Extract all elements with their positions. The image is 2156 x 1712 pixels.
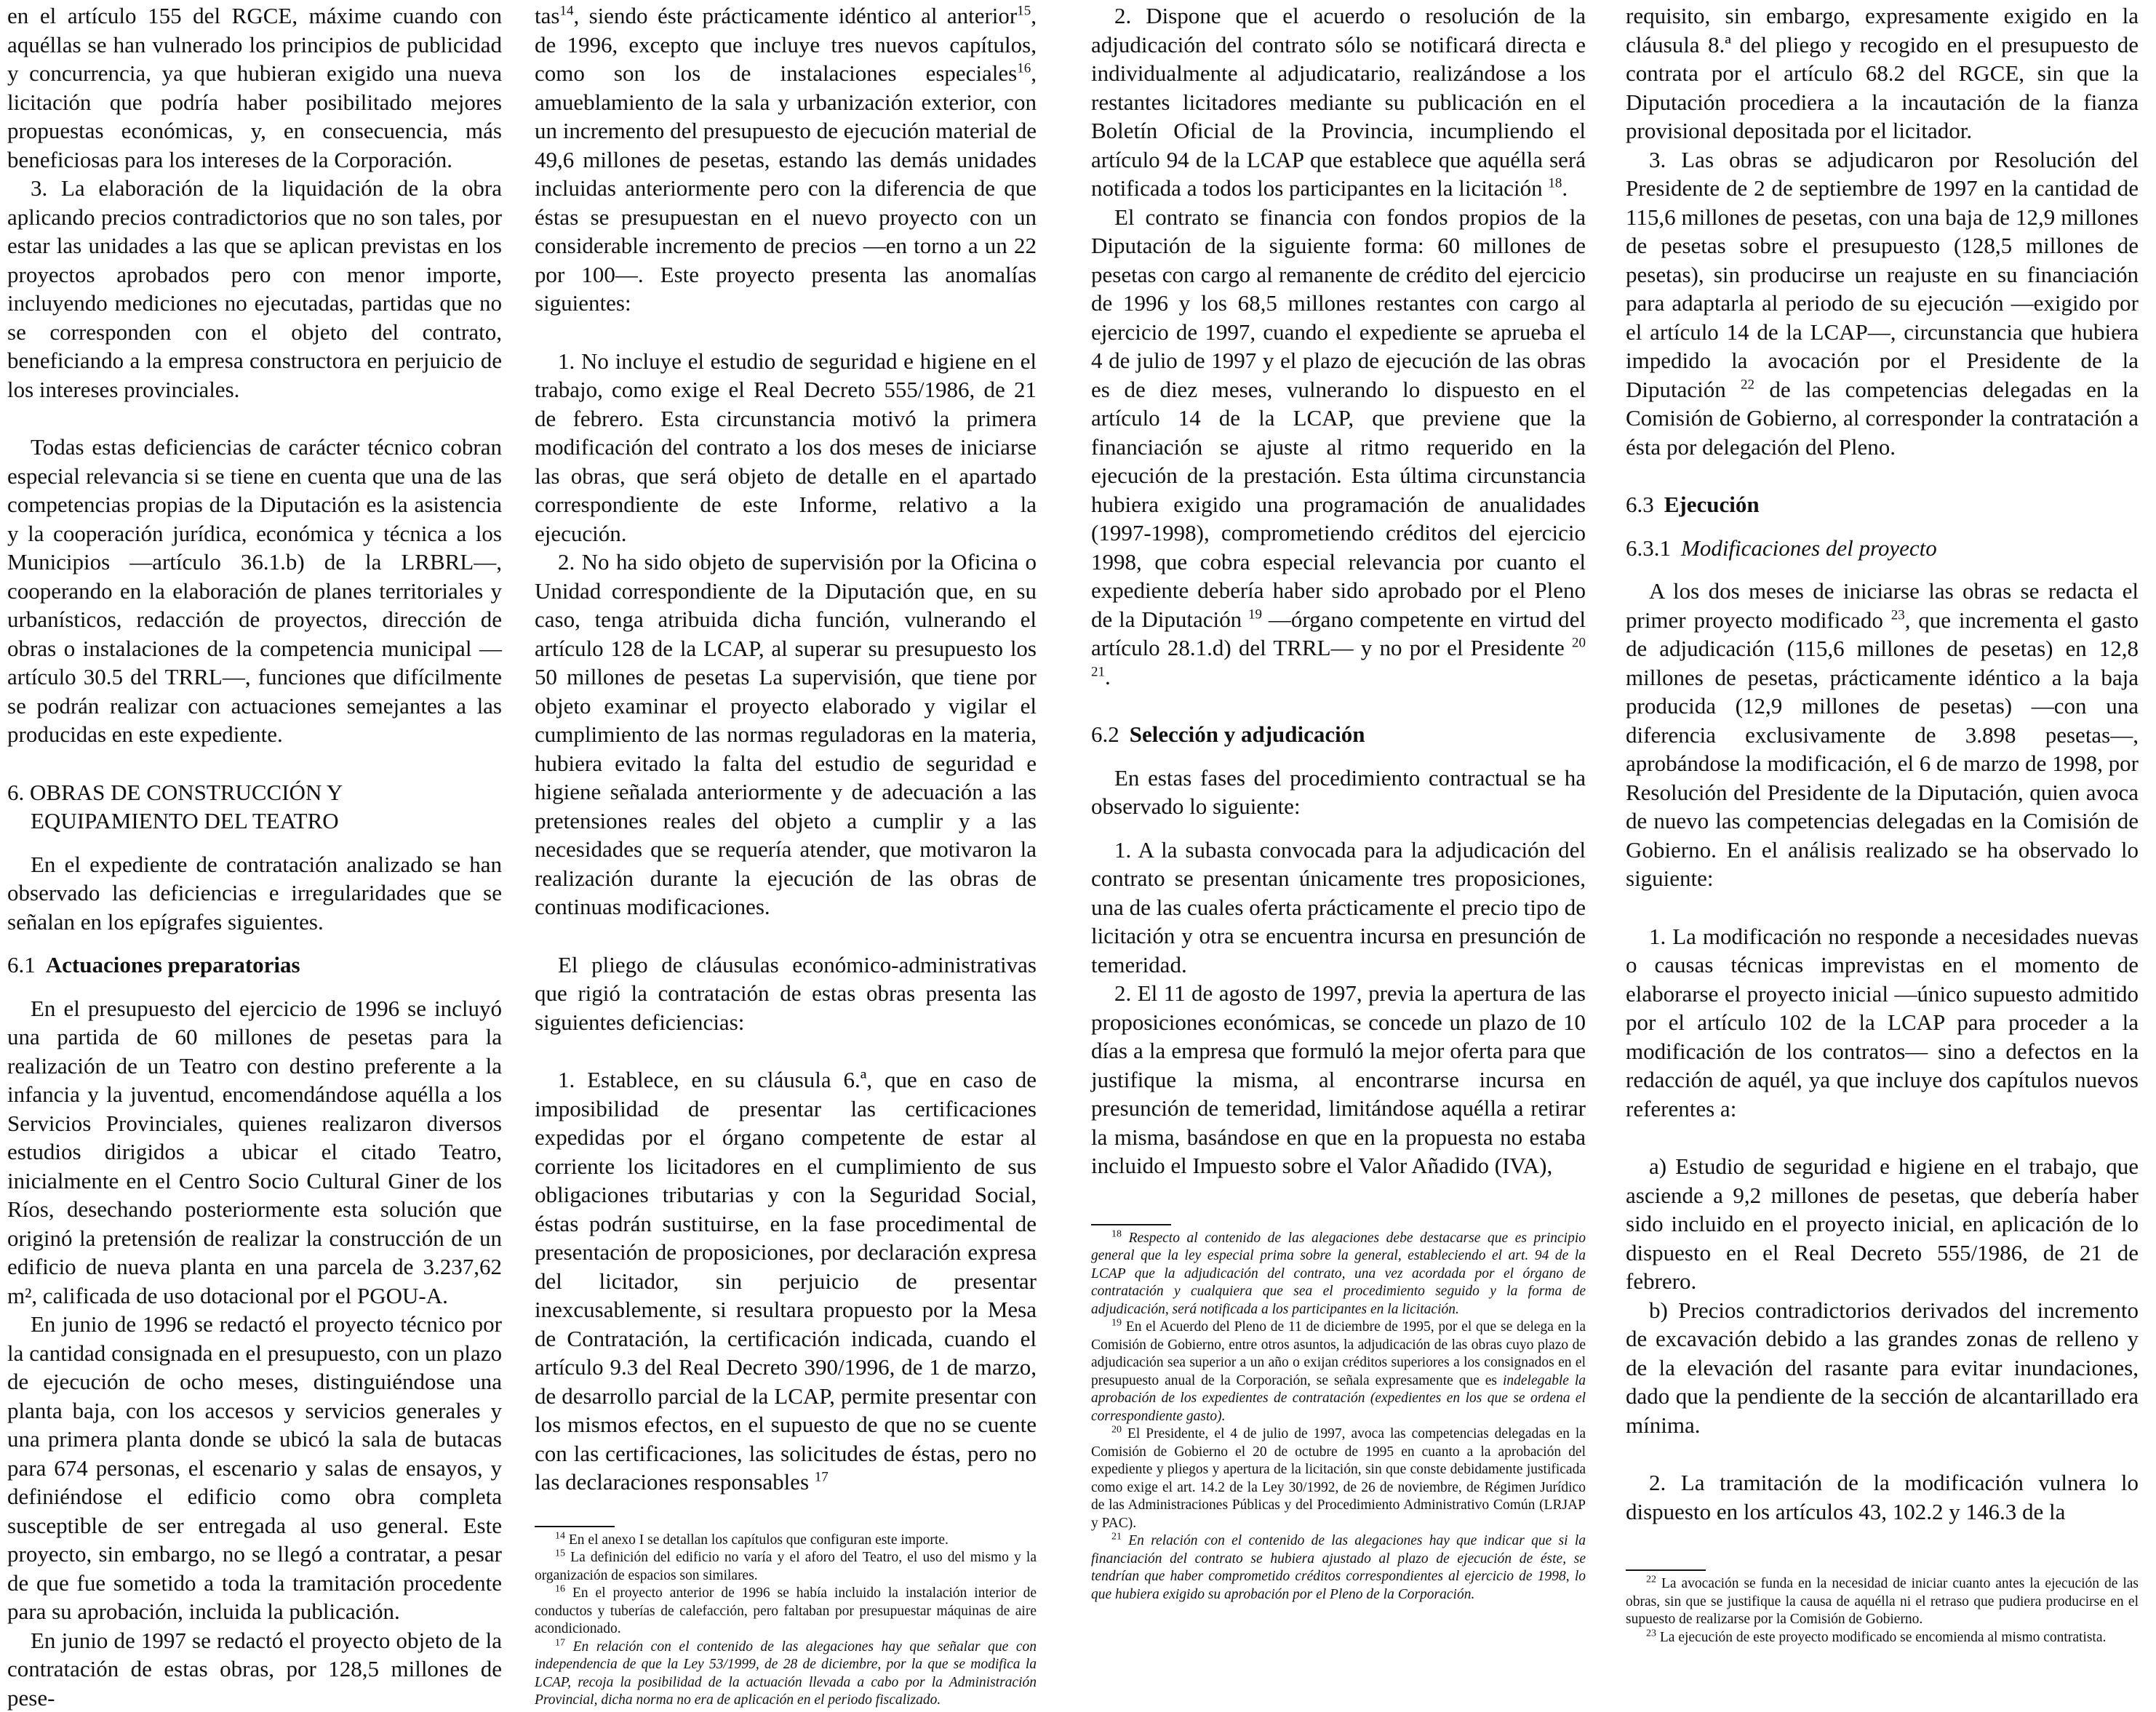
footnote-number: 16 bbox=[555, 1584, 565, 1595]
text-run: , siendo éste prácticamente idéntico al anterior bbox=[573, 3, 1017, 28]
footnote-rule bbox=[1091, 1224, 1171, 1225]
footnote-number: 23 bbox=[1646, 1628, 1656, 1639]
footnote-ref: 22 bbox=[1741, 377, 1754, 392]
paragraph: 1. La modificación no responde a necesidades nuevas o causas técnicas imprevistas en el momento de elaborarse el proyecto inicial —único supuesto admitido por el artículo 102 de la LCAP para proceder a la modificación de los contratos— sino a defectos en la redacción de aquél, ya que incluye dos capítulos nuevos referentes a: bbox=[1626, 922, 2139, 1124]
paragraph: En estas fases del procedimiento contractual se ha observado lo siguiente: bbox=[1091, 764, 1586, 821]
text-run: El contrato se financia con fondos propios de la Diputación de la siguiente forma: 60 millones de pesetas con cargo al remanente de crédito del ejercicio de 1996 y los 68,5 millones restantes con cargo al ejercicio de 1997, cuando el expediente se aprueba el 4 de julio de 1997 y el plazo de ejecución de las obras es de diez meses, vulnerando lo dispuesto en el artículo 14 de la LCAP, que previene que la financiación se ajuste al ritmo requerido en la ejecución de la prestación. Esta última circunstancia hubiera exigido una programación de anualidades (1997-1998), comprometiendo créditos del ejercicio 1998, que cobra especial relevancia por cuanto el expediente debería haber sido aprobado por el Pleno de la Diputación bbox=[1091, 204, 1586, 632]
paragraph: 1. A la subasta convocada para la adjudicación del contrato se presentan únicamente tres proposiciones, una de las cuales oferta prácticamente el precio tipo de licitación y otra se encuentra incursa en presunción de temeridad. bbox=[1091, 836, 1586, 980]
paragraph: En junio de 1996 se redactó el proyecto técnico por la cantidad consignada en el presupuesto, con un plazo de ejecución de ocho meses, distinguiéndose una planta baja, con los accesos y servicios generales y una primera planta donde se ubicó la sala de butacas para 674 personas, el escenario y salas de ensayos, y definiéndose el edificio como obra completa susceptible de ser entregada al uso general. Este proyecto, sin embargo, no se llegó a contratar, a pesar de que fue sometido a toda la tramitación procedente para su aprobación, incluida la publicación. bbox=[7, 1310, 502, 1626]
footnote-21 bbox=[1091, 1532, 1586, 1604]
right-page bbox=[1091, 0, 2156, 1680]
subsection-number: 6.3.1 bbox=[1626, 535, 1671, 561]
footnote-number: 17 bbox=[555, 1637, 565, 1648]
footnote-22 bbox=[1626, 1575, 2139, 1629]
text-run: , amueblamiento de la sala y urbanización exterior, con un incremento del presupuesto de ejecución material de 49,6 millones de pesetas, estando las demás unidades incluidas anteriormente pero con la diferencia de que éstas se presupuestan en el nuevo proyecto con un considerable incremento de precios —en torno a un 22 por 100—. Este proyecto presenta las anomalías siguientes: bbox=[535, 60, 1037, 316]
footnote-rule bbox=[535, 1526, 615, 1527]
footnote-ref: 23 bbox=[1891, 607, 1905, 623]
paragraph bbox=[535, 1, 1037, 318]
paragraph: 2. La tramitación de la modificación vulnera lo dispuesto en los artículos 43, 102.2 y 146.3 de la bbox=[1626, 1468, 2139, 1526]
section-heading-6: 6. OBRAS DE CONSTRUCCIÓN Y EQUIPAMIENTO DEL TEATRO bbox=[7, 778, 502, 836]
paragraph: en el artículo 155 del RGCE, máxime cuando con aquéllas se han vulnerado los principios de publicidad y concurrencia, ya que hubieran exigido una nueva licitación que podría haber posibilitado mejores propuestas económicas, y, en consecuencia, más beneficiosas para los intereses de la Corporación. bbox=[7, 1, 502, 174]
text-run: 3. Las obras se adjudicaron por Resolución del Presidente de 2 de septiembre de 1997 en la cantidad de 115,6 millones de pesetas, con una baja de 12,9 millones de pesetas sobre el presupuesto (128,5 millones de pesetas), sin producirse un reajuste en su financiación para adaptarla al periodo de su ejecución —exigido por el artículo 14 de la LCAP—, circunstancia que hubiera impedido la avocación por el Presidente de la Diputación bbox=[1626, 147, 2139, 402]
paragraph bbox=[1626, 145, 2139, 462]
footnote-text: La ejecución de este proyecto modificado se encomienda al mismo contratista. bbox=[1660, 1630, 2106, 1645]
footnote-text: En el Acuerdo del Pleno de 11 de diciembre de 1995, por el que se delega en la Comisión de Gobierno, entre otros asuntos, la adjudicación de las obras cuyo plazo de adjudicación sea superior a un año o exijan créditos superiores a los consignados en el presupuesto anual de la Corporación, se señala expresamente que es bbox=[1091, 1319, 1586, 1388]
paragraph: Todas estas deficiencias de carácter técnico cobran especial relevancia si se tiene en cuenta que una de las competencias propias de la Diputación es la asistencia y la cooperación jurídica, económica y técnica a los Municipios —artículo 36.1.b) de la LRBRL—, cooperando en la elaboración de planes territoriales y urbanísticos, redacción de proyectos, dirección de obras o instalaciones de la competencia municipal —artículo 30.5 del TRRL—, funciones que difícilmente se podrán realizar con actuaciones semejantes a las producidas en este expediente. bbox=[7, 433, 502, 749]
subsection-heading-6-3-1 bbox=[1626, 534, 2139, 563]
footnote-ref: 14 bbox=[559, 4, 573, 19]
footnote-text: En relación con el contenido de las alegaciones hay que indicar que si la financiación del contrato se hubiera ajustado al plazo de ejecución de éste, se tendrían que haber comprometido créditos correspondientes al ejercicio de 1998, lo que hubiera exigido su aprobación por el Pleno de la Corporación. bbox=[1091, 1533, 1586, 1602]
footnote-text: En el anexo I se detallan los capítulos que configuran este importe. bbox=[569, 1532, 949, 1548]
footnote-text: En el proyecto anterior de 1996 se había incluido la instalación interior de conductos y tuberías de calefacción, pero faltaban por presupuestar máquinas de aire acondicionado. bbox=[535, 1585, 1037, 1636]
footnote-ref: 17 bbox=[815, 1470, 829, 1485]
footnote-number: 19 bbox=[1111, 1318, 1122, 1329]
footnote-number: 20 bbox=[1111, 1425, 1122, 1436]
left-page bbox=[0, 0, 1047, 1680]
footnote-number: 15 bbox=[555, 1548, 565, 1559]
column-1 bbox=[7, 1, 502, 1674]
column-4 bbox=[1626, 1, 2139, 1674]
subsection-number: 6.1 bbox=[7, 952, 36, 977]
paragraph: a) Estudio de seguridad e higiene en el trabajo, que asciende a 9,2 millones de pesetas, que debería haber sido incluido en el proyecto inicial, en aplicación de lo dispuesto en el Real Decreto 555/1986, de 21 de febrero. bbox=[1626, 1152, 2139, 1296]
footnote-18 bbox=[1091, 1230, 1586, 1319]
footnote-number: 18 bbox=[1111, 1228, 1122, 1239]
footnote-text: Respecto al contenido de las alegaciones debe destacarse que es principio general que la ley especial prima sobre la general, estableciendo el art. 94 de la LCAP que la adjudicación del contrato, una vez acordada por el órgano de contratación y cualquiera que sea el procedimiento seguido y la forma de adjudicación, será notificada a los participantes en la licitación. bbox=[1091, 1231, 1586, 1317]
footnote-23 bbox=[1626, 1629, 2139, 1647]
paragraph: El pliego de cláusulas económico-administrativas que rigió la contratación de estas obras presenta las siguientes deficiencias: bbox=[535, 951, 1037, 1037]
footnote-text: La definición del edificio no varía y el aforo del Teatro, el uso del mismo y la organización de espacios son similares. bbox=[535, 1550, 1037, 1583]
paragraph: El contrato se financia con fondos propios de la Diputación de la siguiente forma: 60 millones de pesetas con cargo al remanente de crédito del ejercicio de 1996 y los 68,5 millones restantes con cargo al ejercicio de 1997, cuando el expediente se aprueba el 4 de julio de 1997 y el plazo de ejecución de las obras es de diez meses, vulnerando lo dispuesto en el artículo 14 de la LCAP, que previene que la financiación se ajuste al ritmo requerido en la ejecución de la prestación. Esta última circunstancia hubiera exigido una programación de anualidades (1997-1998), comprometiendo créditos del ejercicio 1998, que cobra especial relevancia por cuanto el expediente debería haber sido aprobado por el Pleno de la Diputación $^{19}$ —órgano competente en virtud del artículo 28.1.d) del TRRL— y no por el Presidente $^{20 21}$. bbox=[1091, 203, 1586, 692]
subsection-title: Selección y adjudicación bbox=[1130, 721, 1365, 747]
paragraph: En el expediente de contratación analizado se han observado las deficiencias e irregularidades que se señalan en los epígrafes siguientes. bbox=[7, 850, 502, 937]
text-run: de las competencias delegadas en la Comisión de Gobierno, al corresponder la contratación a ésta por delegación del Pleno. bbox=[1626, 377, 2139, 460]
footnote-16 bbox=[535, 1585, 1037, 1639]
text-run: , que incrementa el gasto de adjudicación (115,6 millones de pesetas) en 12,8 millones de pesetas, prácticamente idéntico a la baja producida (12,9 millones de pesetas) —con una diferencia exclusivamente de 3.898 pesetas—, aprobándose la modificación, el 6 de marzo de 1998, por Resolución del Presidente de la Diputación, quien avoca de nuevo las competencias delegadas en la Comisión de Gobierno. En el análisis realizado se ha observado lo siguiente: bbox=[1626, 607, 2139, 892]
column-2 bbox=[535, 1, 1037, 1674]
footnote-number: 21 bbox=[1111, 1532, 1122, 1543]
text-run: A los dos meses de iniciarse las obras se redacta el primer proyecto modificado bbox=[1626, 578, 2139, 633]
footnote-text: La avocación se funda en la necesidad de iniciar cuanto antes la ejecución de las obras, sin que se justifique la causa de aquélla ni el retraso que pudiera producirse en el supuesto de realizarse por la Comisión de Gobierno. bbox=[1626, 1576, 2139, 1627]
footnote-19 bbox=[1091, 1319, 1586, 1425]
subsection-title: Actuaciones preparatorias bbox=[46, 952, 300, 977]
text-run: , de 1996, excepto que incluye tres nuevos capítulos, como son los de instalaciones especiales bbox=[535, 3, 1037, 86]
footnote-ref: 15 bbox=[1017, 4, 1031, 19]
text-run: 1. Establece, en su cláusula 6.ª, que en caso de imposibilidad de presentar las certificaciones expedidas por el órgano competente de estar al corriente los licitadores en el cumplimiento de sus obligaciones tributarias y con la Seguridad Social, éstas podrán sustituirse, en la fase procedimental de presentación de proposiciones, por declaración expresa del licitador, sin perjuicio de presentar inexcusablemente, si resultara propuesto por la Mesa de Contratación, la certificación indicada, cuando el artículo 9.3 del Real Decreto 390/1996, de 1 de marzo, de desarrollo parcial de la LCAP, permite presentar con los mismos efectos, en el supuesto de que no se cuente con las certificaciones, las solicitudes de éstas, pero no las declaraciones responsables bbox=[535, 1067, 1037, 1495]
paragraph: En el presupuesto del ejercicio de 1996 se incluyó una partida de 60 millones de pesetas para la realización de un Teatro con destino preferente a la infancia y la juventud, encomendándose aquélla a los Servicios Provinciales, quienes realizaron diversos estudios dirigidos a ubicar el citado Teatro, inicialmente en el Centro Socio Cultural Giner de los Ríos, desechando posteriormente esta solución que originó la pretensión de realizar la construcción de un edificio de nueva planta en una parcela de 3.237,62 m², calificada de uso dotacional por el PGOU-A. bbox=[7, 994, 502, 1311]
text-run: 2. Dispone que el acuerdo o resolución de la adjudicación del contrato sólo se notificará directa e individualmente al adjudicatario, realizándose a los restantes licitadores mediante su publicación en el Boletín Oficial de la Provincia, incumpliendo el artículo 94 de la LCAP que establece que aquélla será notificada a todos los participantes en la licitación bbox=[1091, 3, 1586, 201]
paragraph: 2. Dispone que el acuerdo o resolución de la adjudicación del contrato sólo se notificará directa e individualmente al adjudicatario, realizándose a los restantes licitadores mediante su publicación en el Boletín Oficial de la Provincia, incumpliendo el artículo 94 de la LCAP que establece que aquélla será notificada a todos los participantes en la licitación $^{18}$. bbox=[1091, 1, 1586, 203]
paragraph: En junio de 1997 se redactó el proyecto objeto de la contratación de estas obras, por 128,5 millones de pese- bbox=[7, 1626, 502, 1712]
subsection-heading-6-3 bbox=[1626, 490, 2139, 519]
subsection-heading-6-2 bbox=[1091, 720, 1586, 749]
footnote-text-italic: indelegable la aprobación de los expedientes de contratación (expedientes en los que se ordena el correspondiente gasto). bbox=[1091, 1373, 1586, 1424]
footnote-ref: 19 bbox=[1248, 607, 1262, 622]
paragraph: 2. No ha sido objeto de supervisión por la Oficina o Unidad correspondiente de la Diputación que, en su caso, tenga atribuida dicha función, vulnerando el artículo 128 de la LCAP, al superar su presupuesto los 50 millones de pesetas La supervisión, que tiene por objeto examinar el proyecto elaborado y vigilar el cumplimiento de las normas reguladoras en la materia, hubiera evitado la falta del estudio de seguridad e higiene señalada anteriormente y de adecuación a las pretensiones reales del objeto a cumplir y a las necesidades que se requería atender, que motivaron la realización durante la ejecución de las obras de continuas modificaciones. bbox=[535, 548, 1037, 921]
footnote-20 bbox=[1091, 1425, 1586, 1532]
subsection-number: 6.2 bbox=[1091, 721, 1119, 747]
paragraph: b) Precios contradictorios derivados del incremento de excavación debido a las grandes zonas de relleno y de la elevación del rasante para evitar inundaciones, dado que la pendiente de la sección de alcantarillado era mínima. bbox=[1626, 1296, 2139, 1440]
paragraph: 2. El 11 de agosto de 1997, previa la apertura de las proposiciones económicas, se concede un plazo de 10 días a la empresa que formuló la mejor oferta para que justifique la misma, al encontrarse incursa en presunción de temeridad, limitándose aquélla a retirar la misma, basándose en que en la propuesta no estaba incluido el Impuesto sobre el Valor Añadido (IVA), bbox=[1091, 979, 1586, 1180]
footnote-ref: 16 bbox=[1017, 61, 1031, 76]
footnote-number: 22 bbox=[1646, 1575, 1656, 1585]
footnote-17 bbox=[535, 1639, 1037, 1710]
text-run: tas bbox=[535, 3, 559, 28]
column-3 bbox=[1091, 1, 1586, 1674]
subsection-heading-6-1 bbox=[7, 951, 502, 980]
paragraph: 1. No incluye el estudio de seguridad e higiene en el trabajo, como exige el Real Decreto 555/1986, de 21 de febrero. Esta circunstancia motivó la primera modificación del contrato a los dos meses de iniciarse las obras, que será objeto de detalle en el apartado correspondiente de este Informe, relativo a la ejecución. bbox=[535, 347, 1037, 548]
footnote-ref: 20 21 bbox=[1091, 636, 1586, 680]
subsection-title: Ejecución bbox=[1664, 492, 1760, 517]
paragraph bbox=[1626, 577, 2139, 893]
text-run: —órgano competente en virtud del artículo 28.1.d) del TRRL— y no por el Presidente bbox=[1091, 607, 1586, 661]
subsection-title: Modificaciones del proyecto bbox=[1681, 535, 1937, 561]
footnote-15 bbox=[535, 1549, 1037, 1585]
paragraph: requisito, sin embargo, expresamente exigido en la cláusula 8.ª del pliego y recogido en el presupuesto de contrata por el artículo 68.2 del RGCE, sin que la Diputación procediera a la incautación de la fianza provisional depositada por el licitador. bbox=[1626, 1, 2139, 145]
paragraph: 3. La elaboración de la liquidación de la obra aplicando precios contradictorios que no son tales, por estar las unidades a las que se aplican previstas en los proyectos aprobados pero con menor importe, incluyendo mediciones no ejecutadas, partidas que no se corresponden con el objeto del contrato, beneficiando a la empresa constructora en perjuicio de los intereses provinciales. bbox=[7, 174, 502, 404]
footnote-ref: 18 bbox=[1548, 176, 1562, 191]
subsection-number: 6.3 bbox=[1626, 492, 1654, 517]
paragraph bbox=[535, 1065, 1037, 1497]
footnote-number: 14 bbox=[555, 1530, 565, 1541]
footnote-rule bbox=[1626, 1569, 1706, 1571]
footnote-text: El Presidente, el 4 de julio de 1997, avoca las competencias delegadas en la Comisión de Gobierno el 20 de octubre de 1995 en cuanto a la aprobación del expediente y pliegos y apertura de la licitación, sin que conste debidamente justificada como exige el art. 14.2 de la Ley 30/1992, de 26 de noviembre, de Régimen Jurídico de las Administraciones Públicas y del Procedimiento Administrativo Común (LRJAP y PAC). bbox=[1091, 1426, 1586, 1531]
footnote-14 bbox=[535, 1532, 1037, 1550]
footnote-text: En relación con el contenido de las alegaciones hay que señalar que con independencia de que la Ley 53/1999, de 28 de diciembre, por la que se modifica la LCAP, recoja la posibilidad de la actuación llevada a cabo por la Administración Provincial, dicha norma no era de aplicación en el periodo fiscalizado. bbox=[535, 1639, 1037, 1708]
